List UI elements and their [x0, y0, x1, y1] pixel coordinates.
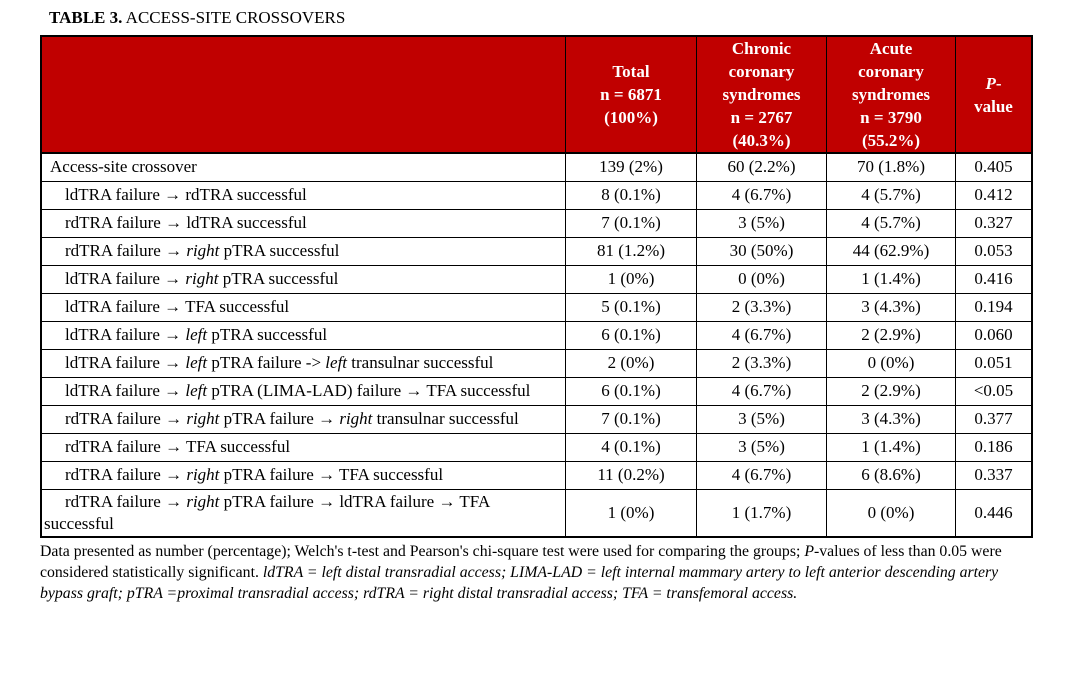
header-line: Acute: [869, 39, 913, 58]
table-row: [41, 489, 1032, 537]
cell-p-value: 0.377: [956, 405, 1033, 433]
header-chronic-coronary-syndromes: [697, 36, 827, 153]
table-row: [41, 237, 1032, 265]
header-line: n = 3790: [860, 108, 922, 127]
crossovers-table: [40, 35, 1033, 538]
table-header: [41, 36, 1032, 153]
table-block: [40, 8, 1025, 604]
header-line: n = 6871: [600, 85, 662, 104]
cell-acute: 1 (1.4%): [827, 433, 956, 461]
cell-total: 7 (0.1%): [566, 405, 697, 433]
cell-p-value: 0.186: [956, 433, 1033, 461]
row-label: rdTRA failure → TFA successful: [41, 433, 566, 461]
header-line: value: [974, 96, 1013, 116]
header-line: n = 2767: [730, 108, 793, 127]
cell-p-value: 0.337: [956, 461, 1033, 489]
header-line: P-: [985, 73, 1002, 93]
header-row: [41, 36, 1032, 153]
cell-chronic: 2 (3.3%): [697, 293, 827, 321]
table-row: [41, 405, 1032, 433]
row-label: Access-site crossover: [41, 153, 566, 181]
cell-acute: 2 (2.9%): [827, 321, 956, 349]
table-row: [41, 265, 1032, 293]
cell-chronic: 3 (5%): [697, 405, 827, 433]
cell-p-value: 0.446: [956, 489, 1033, 537]
table-row: [41, 209, 1032, 237]
cell-chronic: 4 (6.7%): [697, 321, 827, 349]
row-label: ldTRA failure → left pTRA (LIMA-LAD) failure → TFA successful: [41, 377, 566, 405]
row-label: rdTRA failure → right pTRA failure → ldTRA failure → TFA successful: [41, 489, 566, 537]
table-body: [41, 153, 1032, 537]
cell-chronic: 4 (6.7%): [697, 461, 827, 489]
table-title-caption: ACCESS-SITE CROSSOVERS: [122, 8, 346, 27]
header-line: (40.3%): [732, 131, 791, 150]
cell-acute: 6 (8.6%): [827, 461, 956, 489]
cell-chronic: 0 (0%): [697, 265, 827, 293]
table-row: [41, 153, 1032, 181]
header-p-value: [956, 36, 1033, 153]
cell-chronic: 4 (6.7%): [697, 181, 827, 209]
table-title: [40, 8, 1025, 28]
cell-p-value: <0.05: [956, 377, 1033, 405]
cell-acute: 3 (4.3%): [827, 293, 956, 321]
table-footnote: Data presented as number (percentage); Welch's t-test and Pearson's chi-square test were used for comparing the groups; P-values of less than 0.05 were considered statistically significant. ldTRA = left distal transradial access; LIMA-LAD = left internal mammary artery to left anterior descending artery bypass graft; pTRA =proximal transradial access; rdTRA = right distal transradial access; TFA = transfemoral access.: [40, 542, 1002, 602]
cell-total: 5 (0.1%): [566, 293, 697, 321]
header-line: (100%): [604, 108, 658, 127]
cell-acute: 3 (4.3%): [827, 405, 956, 433]
cell-chronic: 3 (5%): [697, 433, 827, 461]
header-line: coronary: [858, 62, 924, 81]
cell-total: 8 (0.1%): [566, 181, 697, 209]
table-row: [41, 321, 1032, 349]
cell-chronic: 2 (3.3%): [697, 349, 827, 377]
row-label: rdTRA failure → right pTRA failure → TFA successful: [41, 461, 566, 489]
table-row: [41, 349, 1032, 377]
cell-p-value: 0.416: [956, 265, 1033, 293]
cell-p-value: 0.051: [956, 349, 1033, 377]
cell-chronic: 1 (1.7%): [697, 489, 827, 537]
cell-acute: 4 (5.7%): [827, 209, 956, 237]
cell-p-value: 0.405: [956, 153, 1033, 181]
header-corner-cell: [41, 36, 566, 153]
cell-total: 7 (0.1%): [566, 209, 697, 237]
row-label: rdTRA failure → ldTRA successful: [41, 209, 566, 237]
header-line: Chronic: [731, 39, 792, 58]
cell-p-value: 0.060: [956, 321, 1033, 349]
cell-p-value: 0.327: [956, 209, 1033, 237]
cell-p-value: 0.053: [956, 237, 1033, 265]
cell-acute: 70 (1.8%): [827, 153, 956, 181]
cell-total: 81 (1.2%): [566, 237, 697, 265]
header-total: [566, 36, 697, 153]
cell-total: 2 (0%): [566, 349, 697, 377]
cell-acute: 0 (0%): [827, 349, 956, 377]
cell-p-value: 0.194: [956, 293, 1033, 321]
header-line: (55.2%): [861, 131, 921, 150]
header-line: syndromes: [722, 85, 801, 104]
cell-p-value: 0.412: [956, 181, 1033, 209]
cell-total: 139 (2%): [566, 153, 697, 181]
cell-chronic: 60 (2.2%): [697, 153, 827, 181]
row-label: rdTRA failure → right pTRA successful: [41, 237, 566, 265]
table-row: [41, 377, 1032, 405]
table-row: [41, 461, 1032, 489]
header-line: Total: [612, 62, 650, 81]
cell-total: 1 (0%): [566, 489, 697, 537]
cell-total: 4 (0.1%): [566, 433, 697, 461]
header-line: coronary: [728, 62, 795, 81]
row-label: ldTRA failure → rdTRA successful: [41, 181, 566, 209]
header-line: syndromes: [851, 85, 931, 104]
table-row: [41, 433, 1032, 461]
cell-chronic: 3 (5%): [697, 209, 827, 237]
cell-acute: 2 (2.9%): [827, 377, 956, 405]
cell-total: 6 (0.1%): [566, 321, 697, 349]
cell-total: 6 (0.1%): [566, 377, 697, 405]
row-label: ldTRA failure → TFA successful: [41, 293, 566, 321]
cell-total: 11 (0.2%): [566, 461, 697, 489]
cell-acute: 44 (62.9%): [827, 237, 956, 265]
row-label: ldTRA failure → left pTRA failure -> left transulnar successful: [41, 349, 566, 377]
cell-chronic: 30 (50%): [697, 237, 827, 265]
table-row: [41, 181, 1032, 209]
cell-acute: 0 (0%): [827, 489, 956, 537]
row-label: rdTRA failure → right pTRA failure → right transulnar successful: [41, 405, 566, 433]
row-label: ldTRA failure → left pTRA successful: [41, 321, 566, 349]
row-label: ldTRA failure → right pTRA successful: [41, 265, 566, 293]
cell-acute: 1 (1.4%): [827, 265, 956, 293]
header-acute-coronary-syndromes: [827, 36, 956, 153]
cell-acute: 4 (5.7%): [827, 181, 956, 209]
table-title-number: TABLE 3.: [49, 8, 123, 27]
cell-chronic: 4 (6.7%): [697, 377, 827, 405]
table-row: [41, 293, 1032, 321]
cell-total: 1 (0%): [566, 265, 697, 293]
